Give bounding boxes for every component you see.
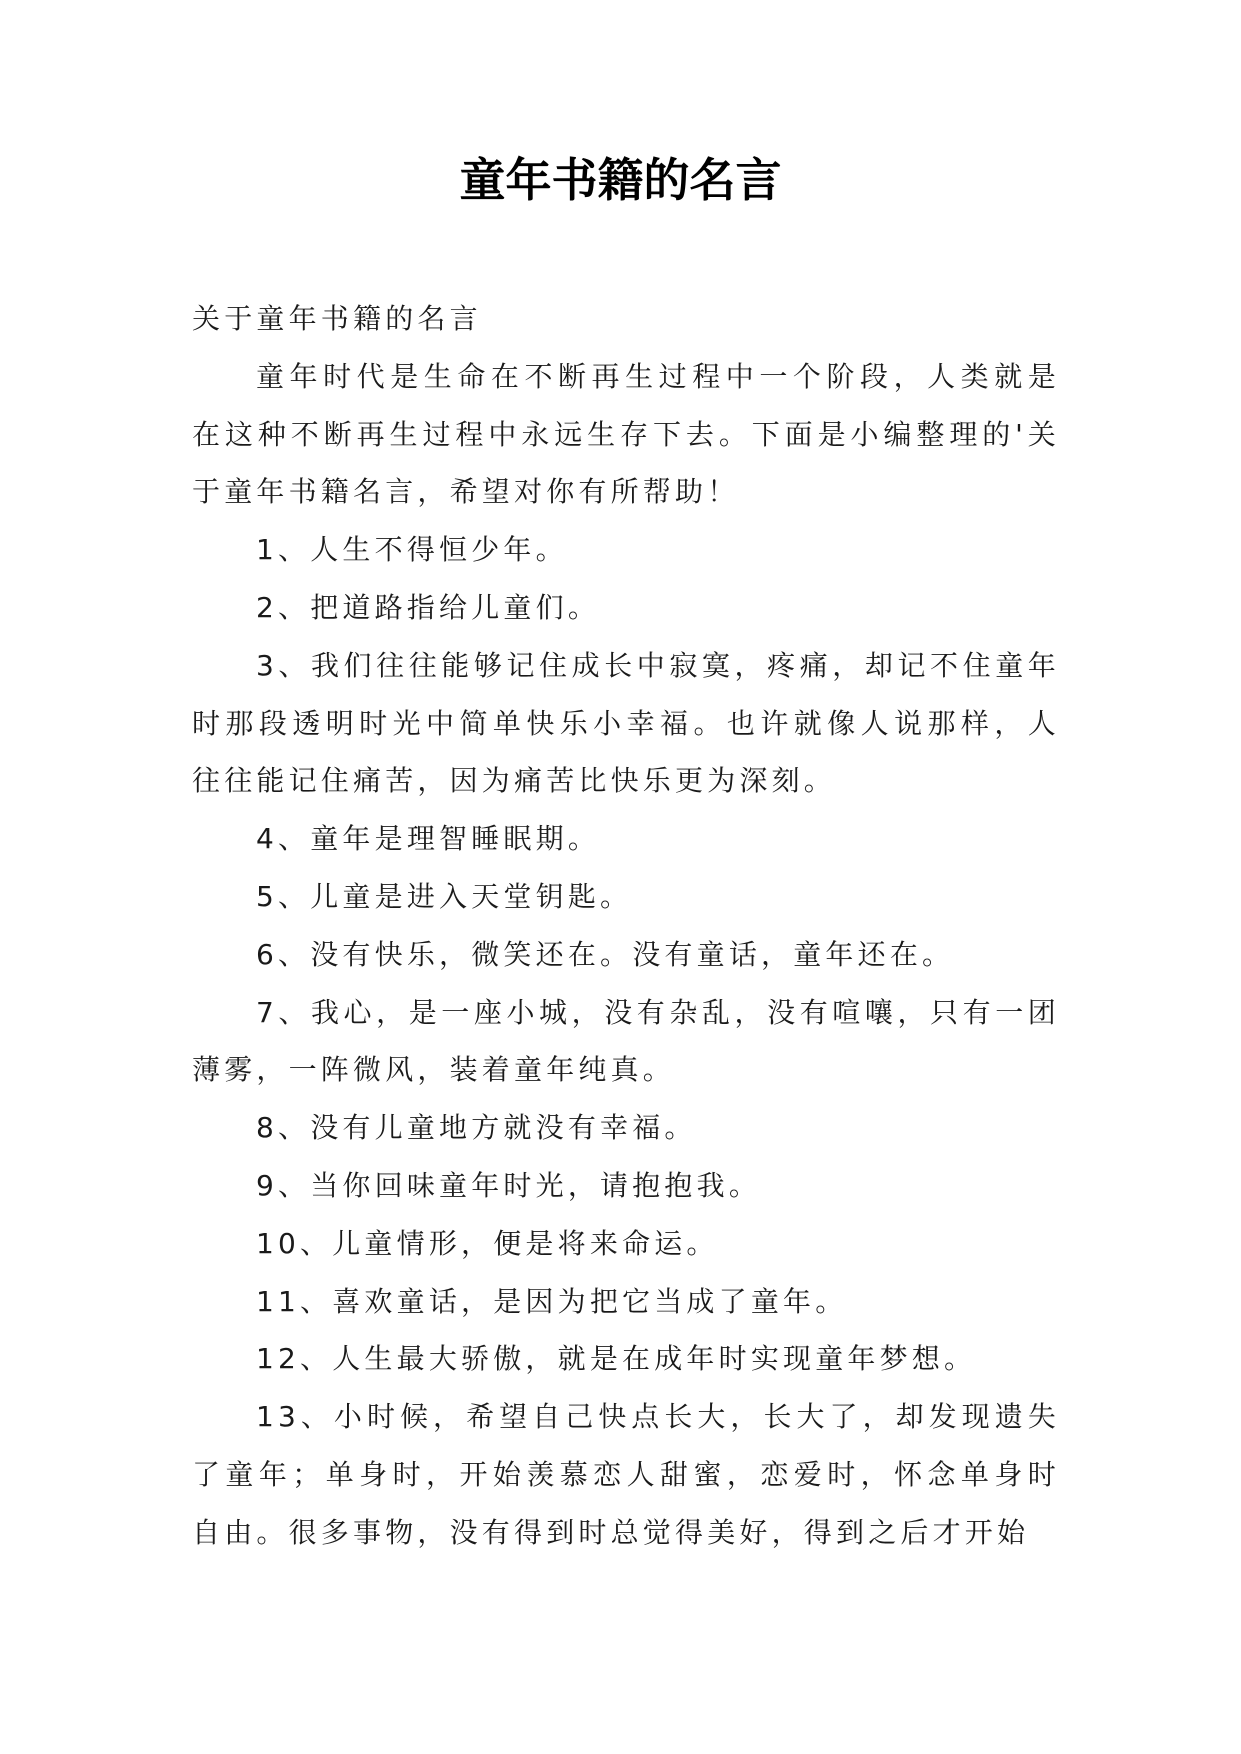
quote-item: 11、喜欢童话，是因为把它当成了童年。 xyxy=(256,1284,848,1318)
quote-item: 12、人生最大骄傲，就是在成年时实现童年梦想。 xyxy=(256,1342,977,1376)
quote-item: 7、我心，是一座小城，没有杂乱，没有喧嚷，只有一团薄雾，一阵微风，装着童年纯真。 xyxy=(192,995,1060,1087)
page-title: 童年书籍的名言 xyxy=(459,153,782,207)
quote-item: 6、没有快乐，微笑还在。没有童话，童年还在。 xyxy=(256,937,955,971)
quote-item: 8、没有儿童地方就没有幸福。 xyxy=(256,1111,697,1145)
intro-paragraph: 童年时代是生命在不断再生过程中一个阶段，人类就是在这种不断再生过程中永远生存下去。下面是小编整理的'关于童年书籍名言，希望对你有所帮助！ xyxy=(192,359,1060,509)
subtitle: 关于童年书籍的名言 xyxy=(192,302,482,335)
quote-item: 10、儿童情形，便是将来命运。 xyxy=(256,1226,719,1260)
quote-item: 5、儿童是进入天堂钥匙。 xyxy=(256,879,633,913)
quote-item: 2、把道路指给儿童们。 xyxy=(256,590,601,624)
quote-item: 13、小时候，希望自己快点长大，长大了，却发现遗失了童年；单身时，开始羡慕恋人甜蜜，恋爱时，怀念单身时自由。很多事物，没有得到时总觉得美好，得到之后才开始 xyxy=(192,1400,1060,1549)
quote-item: 1、人生不得恒少年。 xyxy=(256,533,568,567)
document-body xyxy=(192,290,1060,1562)
quote-item: 9、当你回味童年时光，请抱抱我。 xyxy=(256,1168,762,1202)
quote-item: 3、我们往往能够记住成长中寂寞，疼痛，却记不住童年时那段透明时光中简单快乐小幸福。也许就像人说那样，人往往能记住痛苦，因为痛苦比快乐更为深刻。 xyxy=(192,648,1060,798)
quote-item: 4、童年是理智睡眠期。 xyxy=(256,822,601,856)
